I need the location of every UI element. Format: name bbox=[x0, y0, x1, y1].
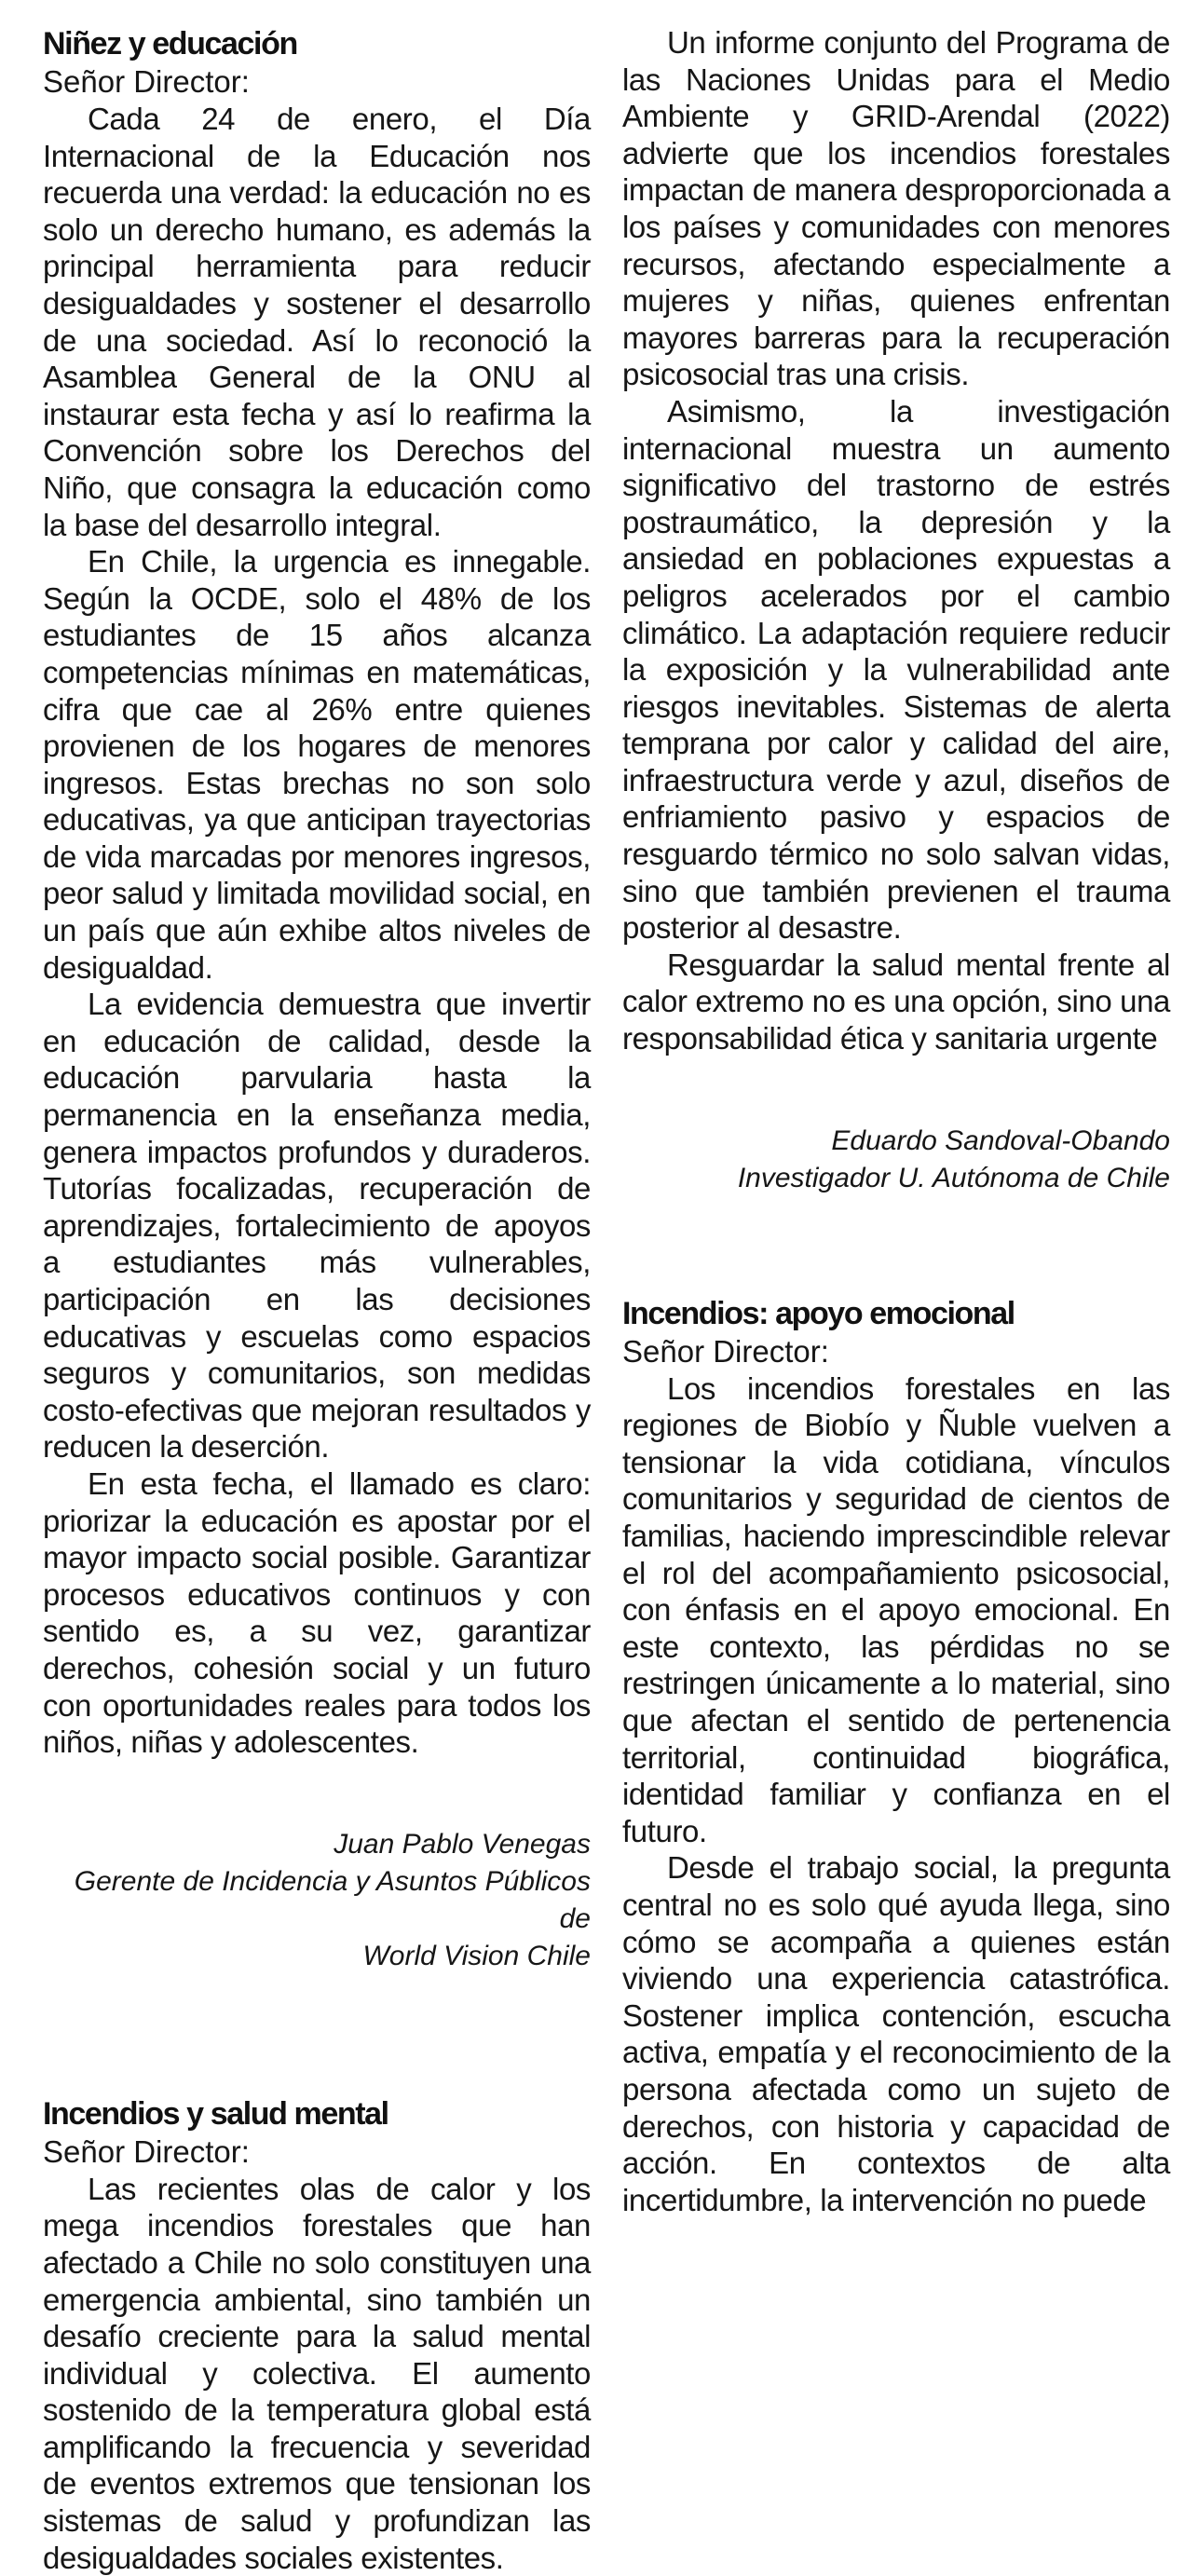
letter-salutation: Señor Director: bbox=[43, 64, 250, 99]
letter-paragraph: Cada 24 de enero, el Día Internacional de la Educación nos recuerda una verdad: la educación no es solo un derecho humano, es además la principal herramienta para reducir desigualdades y sostener el desarrollo de una sociedad. Así lo reconoció la Asamblea General de la ONU al instaurar esta fecha y así lo reafirma la Convención sobre los Derechos del Niño, que consagra la educación como la base del desarrollo integral. bbox=[43, 102, 591, 542]
letter-paragraph: Resguardar la salud mental frente al calor extremo no es una opción, sino una responsabilidad ética y sanitaria urgente bbox=[622, 947, 1170, 1056]
letter-paragraph: En esta fecha, el llamado es claro: priorizar la educación es apostar por el mayor impacto social posible. Garantizar procesos educativos continuos y con sentido es, a su vez, garantizar derechos, cohesión social y un futuro con oportunidades reales para todos los niños, niñas y adolescentes. bbox=[43, 1465, 591, 1760]
letter-paragraph: En Chile, la urgencia es innegable. Según la OCDE, solo el 48% de los estudiantes de 15 años alcanza competencias mínimas en matemáticas, cifra que cae al 26% entre quienes provienen de los hogares de menores ingresos. Estas brechas no son solo educativas, ya que anticipan trayectorias de vida marcadas por menores ingresos, peor salud y limitada movilidad social, en un país que aún exhibe altos niveles de desigualdad. bbox=[43, 544, 591, 985]
section-gap bbox=[43, 1975, 591, 2094]
letter-salutation: Señor Director: bbox=[43, 2133, 250, 2169]
letter-paragraph: Asimismo, la investigación internacional muestra un aumento significativo del trastorno de estrés postraumático, la depresión y la ansiedad en poblaciones expuestas a peligros acelerados por el cambio climático. La adaptación requiere reducir la exposición y la vulnerabilidad ante riesgos inevitables. Sistemas de alerta temprana por calor y calidad del aire, infraestructura verde y azul, diseños de enfriamiento pasivo y espacios de resguardo térmico no solo salvan vidas, sino que también previenen el trauma posterior al desastre. bbox=[622, 393, 1170, 946]
letter-paragraph: Las recientes olas de calor y los mega incendios forestales que han afectado a Chile no solo constituyen una emergencia ambiental, sino también un desafío creciente para la salud mental individual y colectiva. El aumento sostenido de la temperatura global está amplificando la frecuencia y severidad de eventos extremos que tensionan los sistemas de salud y profundizan las desigualdades sociales existentes. bbox=[43, 2171, 591, 2575]
letter-signature bbox=[43, 1826, 591, 1975]
letter-headline: Niñez y educación bbox=[43, 26, 297, 61]
letter-paragraph: Un informe conjunto del Programa de las Naciones Unidas para el Medio Ambiente y GRID-Arendal (2022) advierte que los incendios forestales impactan de manera desproporcionada a los países y comunidades con menores recursos, afectando especialmente a mujeres y niñas, quienes enfrentan mayores barreras para la recuperación psicosocial tras una crisis. bbox=[622, 25, 1170, 392]
author-organization: World Vision Chile bbox=[362, 1940, 591, 1971]
author-role: Gerente de Incidencia y Asuntos Públicos de bbox=[74, 1865, 591, 1934]
letter-headline: Incendios: apoyo emocional bbox=[622, 1295, 1015, 1331]
letter-incendios-apoyo-emocional bbox=[622, 1294, 1170, 2219]
column-right bbox=[622, 24, 1170, 2218]
letter-ninez-educacion bbox=[43, 24, 591, 1975]
letter-paragraph: Desde el trabajo social, la pregunta central no es solo qué ayuda llega, sino cómo se acompaña a quienes están viviendo una experiencia catastrófica. Sostener implica contención, escucha activa, empatía y el reconocimiento de la persona afectada como un sujeto de derechos, con historia y capacidad de acción. En contextos de alta incertidumbre, la intervención no puede bbox=[622, 1850, 1170, 2217]
letter-paragraph: Los incendios forestales en las regiones de Biobío y Ñuble vuelven a tensionar la vida cotidiana, vínculos comunitarios y seguridad de cientos de familias, haciendo imprescindible relevar el rol del acompañamiento psicosocial, con énfasis en el apoyo emocional. En este contexto, las pérdidas no se restringen únicamente a lo material, sino que afectan el sentido de pertenencia territorial, continuidad biográfica, identidad familiar y confianza en el futuro. bbox=[622, 1370, 1170, 1848]
letter-paragraph: La evidencia demuestra que invertir en educación de calidad, desde la educación parvularia hasta la permanencia en la enseñanza media, genera impactos profundos y duraderos. Tutorías focalizadas, recuperación de aprendizajes, fortalecimiento de apoyos a estudiantes más vulnerables, participación en las decisiones educativas y escuelas como espacios seguros y comunitarios, son medidas costo-efectivas que mejoran resultados y reducen la deserción. bbox=[43, 987, 591, 1465]
letter-signature bbox=[622, 1123, 1170, 1197]
author-name: Juan Pablo Venegas bbox=[334, 1828, 591, 1860]
author-role: Investigador U. Autónoma de Chile bbox=[737, 1162, 1170, 1193]
letter-headline: Incendios y salud mental bbox=[43, 2095, 388, 2132]
column-left bbox=[43, 24, 591, 2576]
letter-salutation: Señor Director: bbox=[622, 1333, 829, 1369]
letter-incendios-salud-mental-continued bbox=[622, 24, 1170, 1197]
letter-incendios-salud-mental bbox=[43, 2094, 591, 2576]
section-gap bbox=[622, 1197, 1170, 1294]
author-name: Eduardo Sandoval-Obando bbox=[831, 1124, 1170, 1156]
